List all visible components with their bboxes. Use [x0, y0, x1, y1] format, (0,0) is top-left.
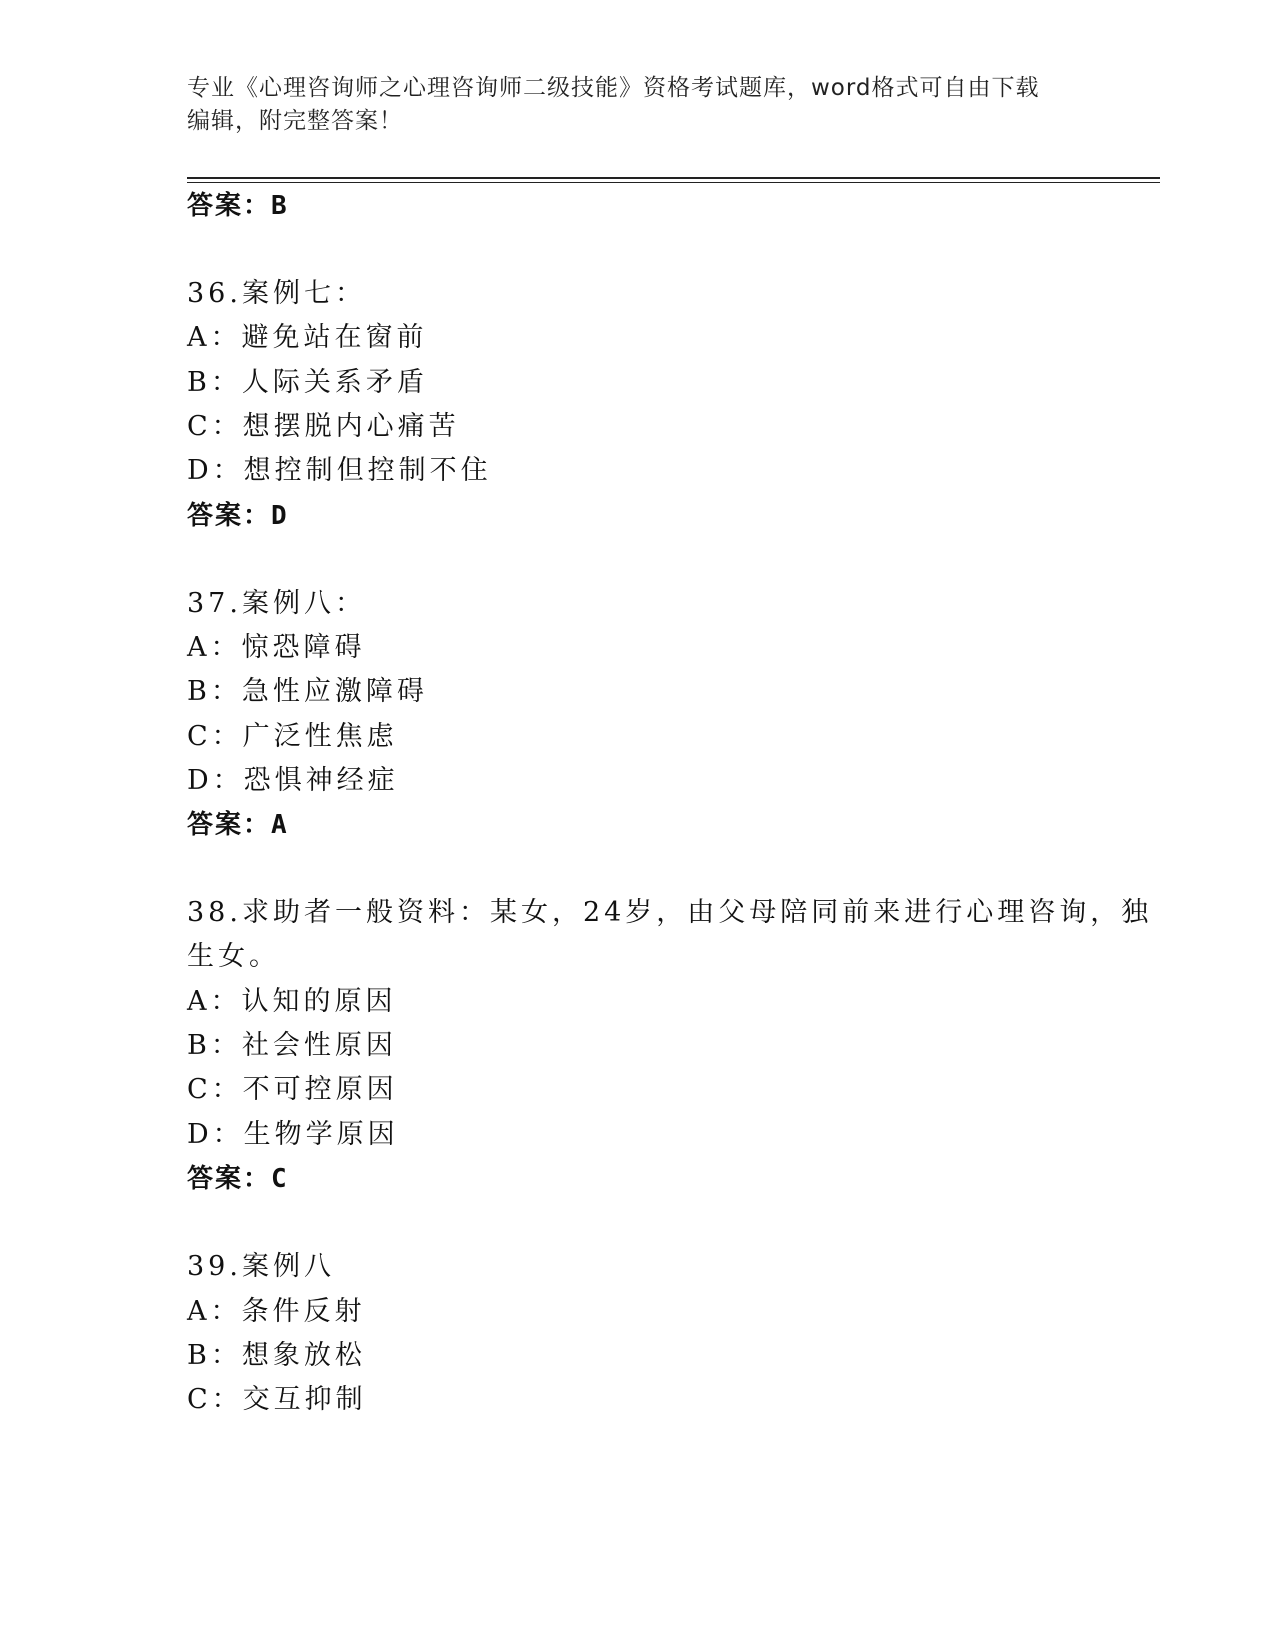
question-36-option-c: C：想摆脱内心痛苦 — [187, 411, 460, 442]
question-39-option-a: A：条件反射 — [187, 1296, 366, 1327]
question-38-title-line-1: 38.求助者一般资料：某女，24岁，由父母陪同前来进行心理咨询，独 — [187, 897, 1153, 928]
question-39-option-c: C：交互抑制 — [187, 1384, 367, 1415]
question-39-title: 39.案例八 — [187, 1251, 335, 1282]
question-37-option-d: D：恐惧神经症 — [187, 765, 399, 796]
question-37-answer: 答案：A — [187, 810, 289, 840]
question-38-option-d: D：生物学原因 — [187, 1119, 399, 1150]
question-38-option-b: B：社会性原因 — [187, 1030, 397, 1061]
question-36-answer: 答案：D — [187, 501, 289, 531]
header-line-2: 编辑，附完整答案！ — [187, 108, 403, 134]
question-38-option-a: A：认知的原因 — [187, 986, 397, 1017]
question-38-option-c: C：不可控原因 — [187, 1074, 398, 1105]
question-36-option-a: A：避免站在窗前 — [187, 322, 428, 353]
header-divider-thick — [187, 177, 1160, 179]
header-divider-thin — [187, 182, 1160, 183]
question-37-option-a: A：惊恐障碍 — [187, 632, 366, 663]
question-37-option-c: C：广泛性焦虑 — [187, 721, 398, 752]
answer-previous: 答案：B — [187, 191, 289, 221]
header-line-1: 专业《心理咨询师之心理咨询师二级技能》资格考试题库，word格式可自由下载 — [187, 75, 1040, 101]
question-36-option-b: B：人际关系矛盾 — [187, 367, 428, 398]
question-39-option-b: B：想象放松 — [187, 1340, 366, 1371]
question-36-option-d: D：想控制但控制不住 — [187, 455, 492, 486]
question-37-option-b: B：急性应激障碍 — [187, 676, 428, 707]
document-header — [187, 72, 1087, 138]
question-38-answer: 答案：C — [187, 1164, 289, 1194]
question-36-title: 36.案例七： — [187, 278, 366, 309]
question-38-title-line-2: 生女。 — [187, 941, 280, 972]
question-37-title: 37.案例八： — [187, 588, 366, 619]
